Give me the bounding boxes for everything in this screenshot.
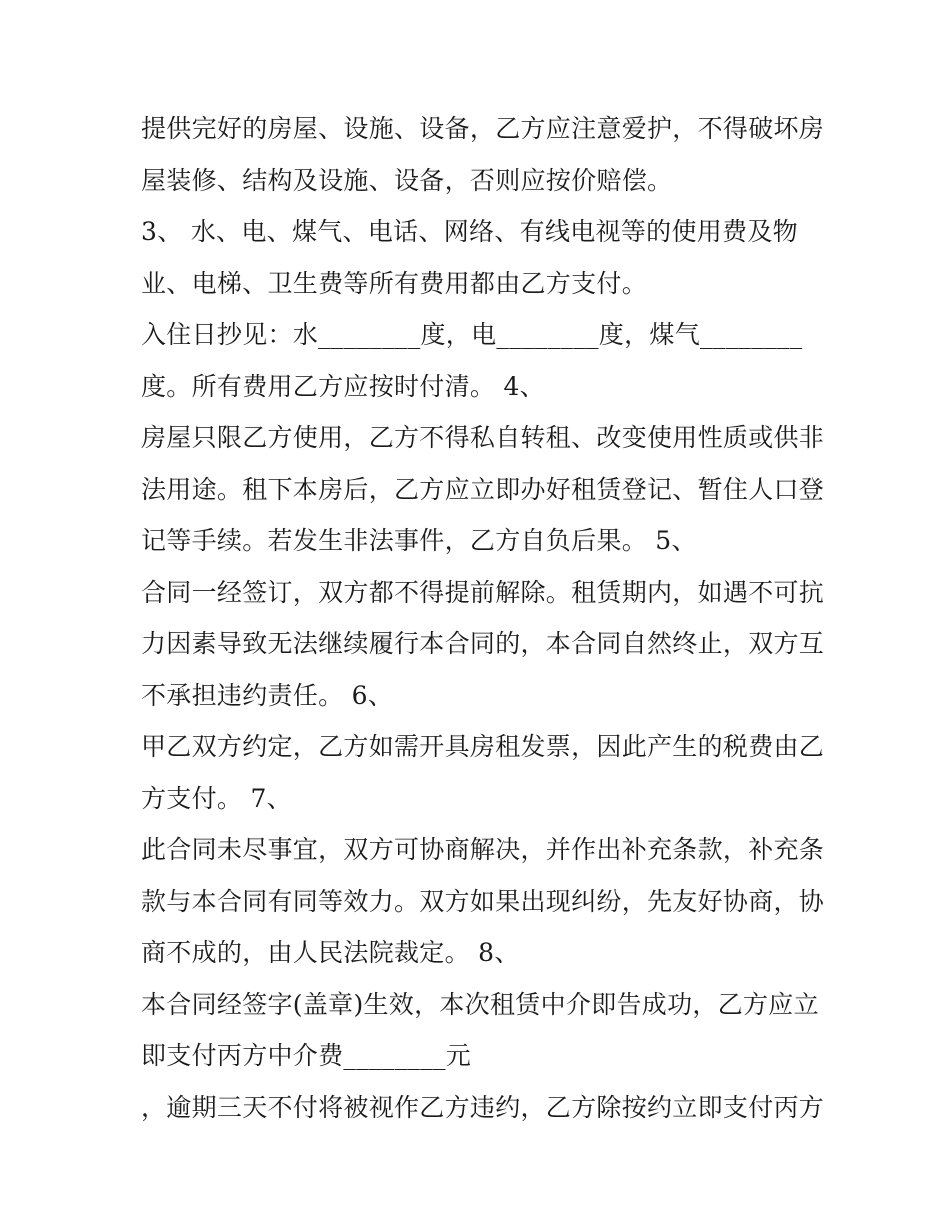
text-line: 本合同经签字(盖章)生效，本次租赁中介即告成功，乙方应立 bbox=[141, 989, 819, 1019]
contract-text-body bbox=[141, 108, 825, 1138]
text-line: 方支付。 7、 bbox=[141, 783, 292, 813]
text-line: 度。所有费用乙方应按时付清。 4、 bbox=[141, 371, 545, 401]
text-line: 即支付丙方中介费________元 bbox=[141, 1041, 472, 1070]
text-line: ，逾期三天不付将被视作乙方违约，乙方除按约立即支付丙方 bbox=[141, 1092, 825, 1122]
text-line: 房屋只限乙方使用，乙方不得私自转租、改变使用性质或供非 bbox=[141, 423, 825, 452]
text-line: 记等手续。若发生非法事件，乙方自负后果。 5、 bbox=[141, 526, 697, 555]
text-line: 业、电梯、卫生费等所有费用都由乙方支付。 bbox=[141, 268, 648, 298]
text-line: 不承担违约责任。 6、 bbox=[141, 680, 394, 710]
text-line: 合同一经签订，双方都不得提前解除。租赁期内，如遇不可抗 bbox=[141, 577, 825, 607]
text-line: 屋装修、结构及设施、设备，否则应按价赔偿。 bbox=[141, 165, 673, 195]
text-line: 法用途。租下本房后，乙方应立即办好租赁登记、暂住人口登 bbox=[141, 474, 825, 504]
text-line: 此合同未尽事宜，双方可协商解决，并作出补充条款，补充条 bbox=[141, 835, 825, 864]
text-line: 甲乙双方约定，乙方如需开具房租发票，因此产生的税费由乙 bbox=[141, 732, 825, 761]
text-line: 款与本合同有同等效力。双方如果出现纠纷，先友好协商，协 bbox=[141, 886, 825, 916]
text-line: 入住日抄见：水________度，电________度，煤气________ bbox=[141, 320, 803, 349]
text-line: 提供完好的房屋、设施、设备，乙方应注意爱护，不得破坏房 bbox=[141, 114, 825, 143]
text-line: 3、 水、电、煤气、电话、网络、有线电视等的使用费及物 bbox=[141, 217, 798, 246]
text-line: 商不成的，由人民法院裁定。 8、 bbox=[141, 938, 520, 967]
text-line: 力因素导致无法继续履行本合同的，本合同自然终止，双方互 bbox=[141, 629, 825, 658]
